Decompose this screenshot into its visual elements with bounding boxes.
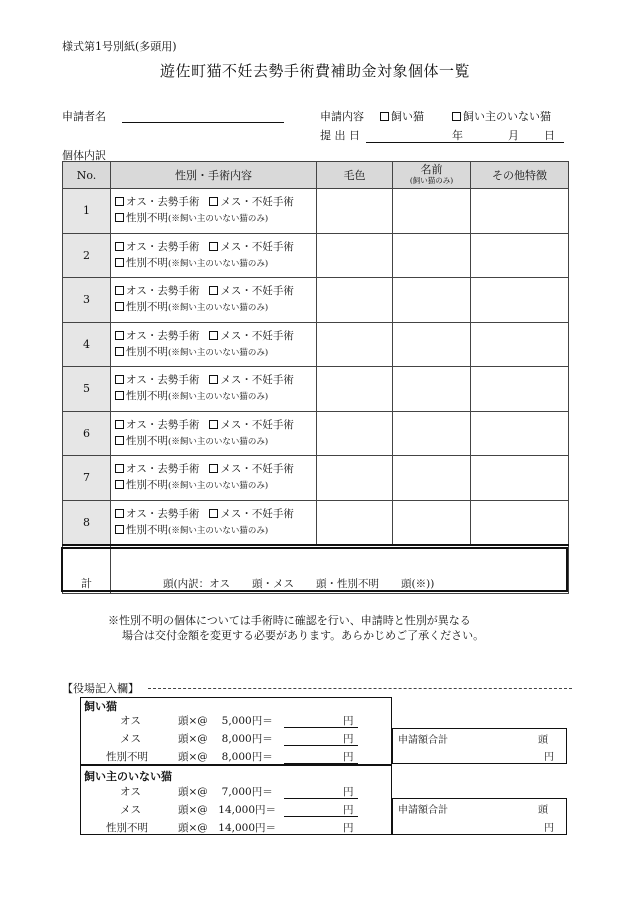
header-no: No.: [63, 162, 111, 189]
option-male-label: オス・去勢手術: [126, 285, 200, 298]
section-label: 個体内訳: [62, 149, 106, 162]
owned-title: 飼い猫: [84, 700, 117, 713]
checkbox-male[interactable]: [115, 420, 124, 429]
option-unknown-label: 性別不明: [126, 212, 168, 225]
total-count-field[interactable]: [117, 578, 163, 591]
office-label: 【役場記入欄】: [62, 682, 139, 695]
row-number: 5: [63, 367, 111, 412]
option-female[interactable]: [209, 374, 294, 386]
checkbox-female[interactable]: [209, 197, 218, 206]
fee-unit: 円: [343, 715, 354, 727]
submit-date-field[interactable]: [366, 140, 564, 143]
other-cell[interactable]: [471, 411, 569, 456]
other-cell[interactable]: [471, 456, 569, 501]
option-unknown-label: 性別不明: [126, 479, 168, 492]
option-unknown-label: 性別不明: [126, 301, 168, 314]
fee-sex: オス: [120, 715, 141, 727]
checkbox-female[interactable]: [209, 242, 218, 251]
owned-sum-yen: 円: [544, 752, 554, 763]
fee-unit: 円: [343, 733, 354, 745]
surgery-cell: [111, 278, 317, 323]
option-female[interactable]: [209, 196, 294, 208]
name-cell[interactable]: [393, 500, 471, 545]
option-female-label: メス・不妊手術: [220, 285, 294, 298]
checkbox-female[interactable]: [209, 420, 218, 429]
header-name-label: 名前: [420, 163, 443, 176]
other-cell[interactable]: [471, 322, 569, 367]
option-unknown[interactable]: [115, 301, 168, 313]
option-unknown-note: (※飼い主のいない猫のみ): [168, 392, 269, 403]
checkbox-unknown[interactable]: [115, 213, 124, 222]
other-cell[interactable]: [471, 278, 569, 323]
total-label: 計: [63, 545, 111, 594]
option-male[interactable]: [115, 241, 199, 253]
row-number: 2: [63, 233, 111, 278]
name-cell[interactable]: [393, 278, 471, 323]
page-title: 遊佐町猫不妊去勢手術費補助金対象個体一覧: [159, 62, 470, 80]
name-cell[interactable]: [393, 233, 471, 278]
option-male[interactable]: [115, 285, 199, 297]
row-number: 3: [63, 278, 111, 323]
option-unknown-note: (※飼い主のいない猫のみ): [168, 525, 269, 536]
note-line-1: ※性別不明の個体については手術時に確認を行い、申請時と性別が異なる: [108, 614, 471, 627]
name-cell[interactable]: [393, 322, 471, 367]
fee-rate: 頭×@ 14,000円＝: [178, 822, 277, 834]
surgery-cell: [111, 500, 317, 545]
checkbox-unknown[interactable]: [115, 436, 124, 445]
option-unknown-note: (※飼い主のいない猫のみ): [168, 347, 269, 358]
checkbox-female[interactable]: [209, 375, 218, 384]
total-text-2: 頭・メス: [252, 578, 294, 590]
total-unknown-field[interactable]: [379, 578, 401, 591]
option-female[interactable]: [209, 419, 294, 431]
checkbox-male[interactable]: [115, 375, 124, 384]
note-line-2: 場合は交付金額を変更する必要があります。あらかじめご了承ください。: [122, 629, 485, 642]
other-cell[interactable]: [471, 189, 569, 234]
option-unknown[interactable]: [115, 524, 168, 536]
row-number: 4: [63, 322, 111, 367]
name-cell[interactable]: [393, 411, 471, 456]
fee-sex: 性別不明: [106, 822, 148, 834]
option-male-label: オス・去勢手術: [126, 463, 200, 476]
table-row: [63, 500, 569, 545]
option-unknown-note: (※飼い主のいない猫のみ): [168, 436, 269, 447]
month-label: 月: [508, 129, 519, 142]
checkbox-male[interactable]: [115, 286, 124, 295]
surgery-cell: [111, 322, 317, 367]
other-cell[interactable]: [471, 233, 569, 278]
option-female-label: メス・不妊手術: [220, 418, 294, 431]
checkbox-owned[interactable]: [380, 112, 389, 121]
checkbox-male[interactable]: [115, 509, 124, 518]
fee-sex: メス: [120, 804, 141, 816]
other-cell[interactable]: [471, 500, 569, 545]
checkbox-ownerless[interactable]: [452, 112, 461, 121]
option-unknown-label: 性別不明: [126, 434, 168, 447]
option-female[interactable]: [209, 508, 294, 520]
option-unknown[interactable]: [115, 435, 168, 447]
applicant-label: 申請者名: [62, 110, 106, 123]
day-label: 日: [544, 129, 555, 142]
ownerless-sum-label: 申請額合計: [398, 805, 448, 816]
table-row: [63, 189, 569, 234]
checkbox-unknown[interactable]: [115, 302, 124, 311]
checkbox-male[interactable]: [115, 331, 124, 340]
checkbox-male[interactable]: [115, 197, 124, 206]
fee-unit: 円: [343, 786, 354, 798]
name-cell[interactable]: [393, 189, 471, 234]
surgery-cell: [111, 456, 317, 501]
option-unknown-note: (※飼い主のいない猫のみ): [168, 214, 269, 225]
option-unknown-label: 性別不明: [126, 256, 168, 269]
row-number: 7: [63, 456, 111, 501]
option-female[interactable]: [209, 463, 294, 475]
color-cell[interactable]: [317, 456, 393, 501]
option-female-label: メス・不妊手術: [220, 507, 294, 520]
fee-sex: メス: [120, 733, 141, 745]
name-cell[interactable]: [393, 367, 471, 412]
option-female[interactable]: [209, 330, 294, 342]
header-name: [393, 162, 471, 189]
option-female[interactable]: [209, 285, 294, 297]
option-male-label: オス・去勢手術: [126, 196, 200, 209]
color-cell[interactable]: [317, 500, 393, 545]
surgery-cell: [111, 233, 317, 278]
option-male-label: オス・去勢手術: [126, 240, 200, 253]
option-female-label: メス・不妊手術: [220, 374, 294, 387]
form-number: 様式第1号別紙(多頭用): [62, 40, 177, 53]
option-female-label: メス・不妊手術: [220, 329, 294, 342]
fee-unit: 円: [343, 751, 354, 763]
checkbox-male[interactable]: [115, 464, 124, 473]
table-row: [63, 367, 569, 412]
option-unknown-label: 性別不明: [126, 390, 168, 403]
ownerless-sum-head: 頭: [538, 805, 548, 816]
application-content-label: 申請内容: [320, 110, 364, 123]
option-male[interactable]: [115, 330, 199, 342]
office-divider: [148, 688, 572, 689]
table-row: [63, 278, 569, 323]
fee-unit: 円: [343, 804, 354, 816]
option-female-label: メス・不妊手術: [220, 463, 294, 476]
option-unknown[interactable]: [115, 390, 168, 402]
checkbox-female[interactable]: [209, 509, 218, 518]
fee-rate: 頭×@ 14,000円＝: [178, 804, 277, 816]
option-ownerless-label: 飼い主のいない猫: [463, 110, 551, 123]
fee-sex: 性別不明: [106, 751, 148, 763]
header-surgery: 性別・手術内容: [111, 162, 317, 189]
year-label: 年: [452, 129, 463, 142]
option-owned-label: 飼い猫: [391, 110, 424, 123]
ownerless-title: 飼い主のいない猫: [84, 770, 172, 783]
option-male[interactable]: [115, 508, 199, 520]
color-cell[interactable]: [317, 278, 393, 323]
checkbox-unknown[interactable]: [115, 480, 124, 489]
name-cell[interactable]: [393, 456, 471, 501]
option-male-label: オス・去勢手術: [126, 507, 200, 520]
other-cell[interactable]: [471, 367, 569, 412]
table-row: [63, 233, 569, 278]
row-number: 6: [63, 411, 111, 456]
checkbox-unknown[interactable]: [115, 525, 124, 534]
header-color: 毛色: [317, 162, 393, 189]
checkbox-unknown[interactable]: [115, 347, 124, 356]
total-male-field[interactable]: [230, 578, 252, 591]
option-unknown-note: (※飼い主のいない猫のみ): [168, 481, 269, 492]
total-cell: [111, 545, 569, 594]
total-text-4: 頭(※)): [401, 578, 435, 590]
total-text-3: 頭・性別不明: [316, 578, 379, 590]
color-cell[interactable]: [317, 322, 393, 367]
checkbox-female[interactable]: [209, 331, 218, 340]
fee-sex: オス: [120, 786, 141, 798]
option-male-label: オス・去勢手術: [126, 418, 200, 431]
option-female-label: メス・不妊手術: [220, 196, 294, 209]
fee-rate: 頭×@ 8,000円＝: [178, 751, 273, 763]
checkbox-male[interactable]: [115, 242, 124, 251]
option-owned[interactable]: [380, 108, 424, 124]
table-row: [63, 456, 569, 501]
row-number: 1: [63, 189, 111, 234]
checkbox-female[interactable]: [209, 286, 218, 295]
option-male[interactable]: [115, 196, 199, 208]
checkbox-female[interactable]: [209, 464, 218, 473]
owned-sum-head: 頭: [538, 735, 548, 746]
table-row: [63, 411, 569, 456]
row-number: 8: [63, 500, 111, 545]
option-unknown[interactable]: [115, 212, 168, 224]
color-cell[interactable]: [317, 367, 393, 412]
table-row: [63, 322, 569, 367]
individual-table: [62, 161, 569, 594]
fee-rate: 頭×@ 7,000円＝: [178, 786, 273, 798]
option-unknown[interactable]: [115, 479, 168, 491]
owned-sum-label: 申請額合計: [398, 735, 448, 746]
option-male[interactable]: [115, 463, 199, 475]
option-male-label: オス・去勢手術: [126, 374, 200, 387]
submit-date-label: 提 出 日: [320, 129, 360, 142]
surgery-cell: [111, 367, 317, 412]
option-male-label: オス・去勢手術: [126, 329, 200, 342]
applicant-name-field[interactable]: [122, 120, 284, 123]
option-ownerless[interactable]: [452, 108, 551, 124]
option-male[interactable]: [115, 419, 199, 431]
option-unknown-note: (※飼い主のいない猫のみ): [168, 303, 269, 314]
header-name-note: (飼い猫のみ): [409, 176, 454, 185]
total-female-field[interactable]: [294, 578, 316, 591]
checkbox-unknown[interactable]: [115, 391, 124, 400]
ownerless-sum-yen: 円: [544, 823, 554, 834]
fee-rate: 頭×@ 5,000円＝: [178, 715, 273, 727]
total-text-1: 頭(内訳：オス: [163, 578, 230, 590]
surgery-cell: [111, 189, 317, 234]
option-unknown-label: 性別不明: [126, 523, 168, 536]
option-male[interactable]: [115, 374, 199, 386]
option-unknown[interactable]: [115, 346, 168, 358]
option-unknown-label: 性別不明: [126, 345, 168, 358]
checkbox-unknown[interactable]: [115, 258, 124, 267]
option-unknown-note: (※飼い主のいない猫のみ): [168, 258, 269, 269]
option-female[interactable]: [209, 241, 294, 253]
fee-unit: 円: [343, 822, 354, 834]
color-cell[interactable]: [317, 189, 393, 234]
surgery-cell: [111, 411, 317, 456]
color-cell[interactable]: [317, 411, 393, 456]
color-cell[interactable]: [317, 233, 393, 278]
fee-rate: 頭×@ 8,000円＝: [178, 733, 273, 745]
option-female-label: メス・不妊手術: [220, 240, 294, 253]
option-unknown[interactable]: [115, 257, 168, 269]
header-other: その他特徴: [471, 162, 569, 189]
